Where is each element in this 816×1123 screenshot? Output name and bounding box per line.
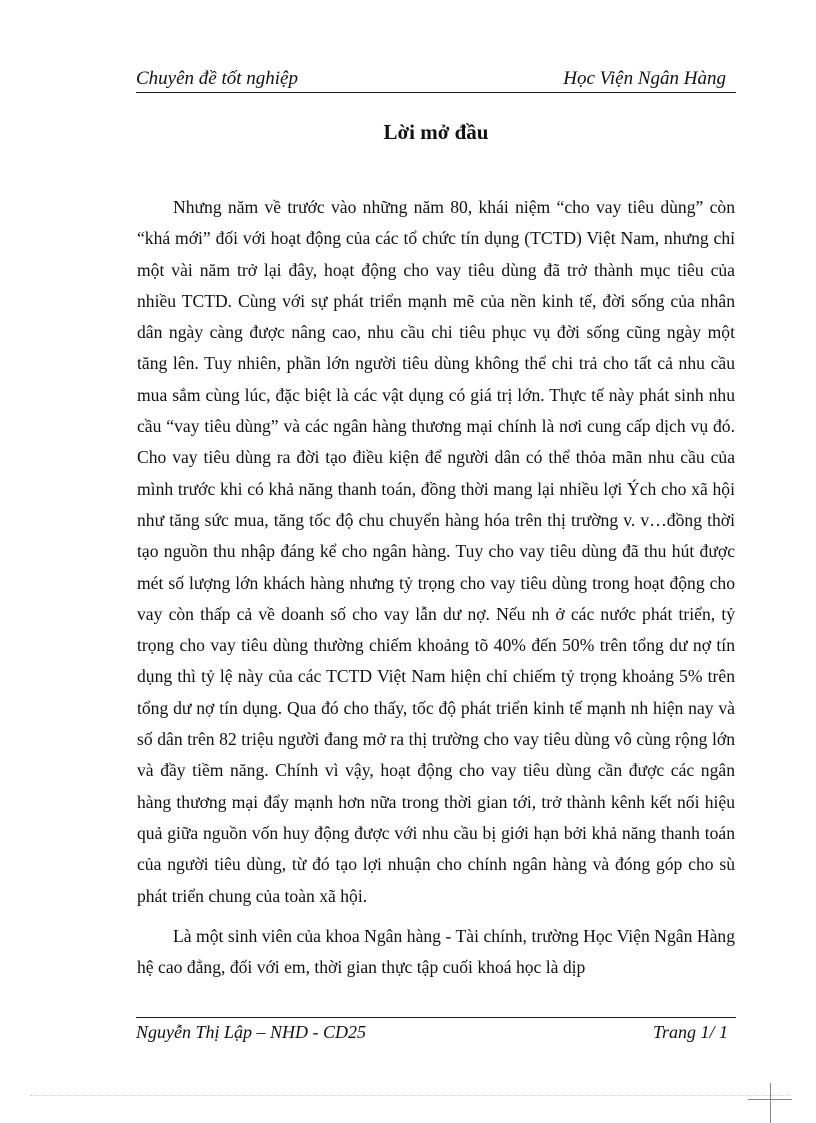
crop-mark (770, 1083, 771, 1123)
page-edge-divider (30, 1095, 790, 1096)
paragraph-1: Nhưng năm về trước vào những năm 80, khái niệm “cho vay tiêu dùng” còn “khá mới” đối với hoạt động của các tổ chức tín dụng (TCTD) Việt Nam, nhưng chỉ một vài năm trở lại đây, hoạt động cho vay tiêu dùng đã trở thành mục tiêu của nhiều TCTD. Cùng với sự phát triển mạnh mẽ của nền kinh tế, đời sống của nhân dân ngày càng được nâng cao, nhu cầu chi tiêu phục vụ đời sống cũng ngày một tăng lên. Tuy nhiên, phần lớn người tiêu dùng không thể chi trả cho tất cả nhu cầu mua sắm cùng lúc, đặc biệt là các vật dụng có giá trị lớn. Thực tế này phát sinh nhu cầu “vay tiêu dùng” và các ngân hàng thương mại chính là nơi cung cấp dịch vụ đó. Cho vay tiêu dùng ra đời tạo điều kiện để người dân có thể thỏa mãn nhu cầu của mình trước khi có khả năng thanh toán, đồng thời mang lại nhiều lợi Ých cho xã hội như tăng sức mua, tăng tốc độ chu chuyển hàng hóa trên thị trường v. v…đồng thời tạo nguồn thu nhập đáng kể cho ngân hàng. Tuy cho vay tiêu dùng đã thu hút được mét số lượng lớn khách hàng nhưng tỷ trọng cho vay tiêu dùng trong hoạt động cho vay còn thấp cả về doanh số cho vay lẫn dư nợ. Nếu nh ở các nước phát triển, tỷ trọng cho vay tiêu dùng thường chiếm khoảng tõ 40% đến 50% trên tổng dư nợ tín dụng thì tỷ lệ này của các TCTD Việt Nam hiện chỉ chiếm tỷ trọng khoảng 5% trên tổng dư nợ tín dụng. Qua đó cho thấy, tốc độ phát triển kinh tế mạnh nh hiện nay và số dân trên 82 triệu người đang mở ra thị trường cho vay tiêu dùng vô cùng rộng lớn và đầy tiềm năng. Chính vì vậy, hoạt động cho vay tiêu dùng cần được các ngân hàng thương mại đẩy mạnh hơn nữa trong thời gian tới, trở thành kênh kết nối hiệu quả giữa nguồn vốn huy động được với nhu cầu bị giới hạn bởi khả năng thanh toán của người tiêu dùng, từ đó tạo lợi nhuận cho chính ngân hàng và đóng góp cho sù phát triển chung của toàn xã hội. (137, 197, 735, 906)
page-title: Lời mở đầu (383, 120, 489, 144)
paragraph-2: Là một sinh viên của khoa Ngân hàng - Tài chính, trường Học Viện Ngân Hàng hệ cao đẳng, đối với em, thời gian thực tập cuối khoá học là dịp (137, 925, 735, 978)
body-text (137, 192, 735, 983)
page-header (136, 66, 736, 93)
header-document-type: Chuyên đề tốt nghiệp (136, 68, 298, 89)
footer-page-number: Trang 1/ 1 (652, 1022, 728, 1042)
footer-author: Nguyễn Thị Lập – NHD - CD25 (136, 1022, 367, 1042)
page-footer (136, 1017, 736, 1042)
header-institution: Học Viện Ngân Hàng (563, 68, 726, 89)
